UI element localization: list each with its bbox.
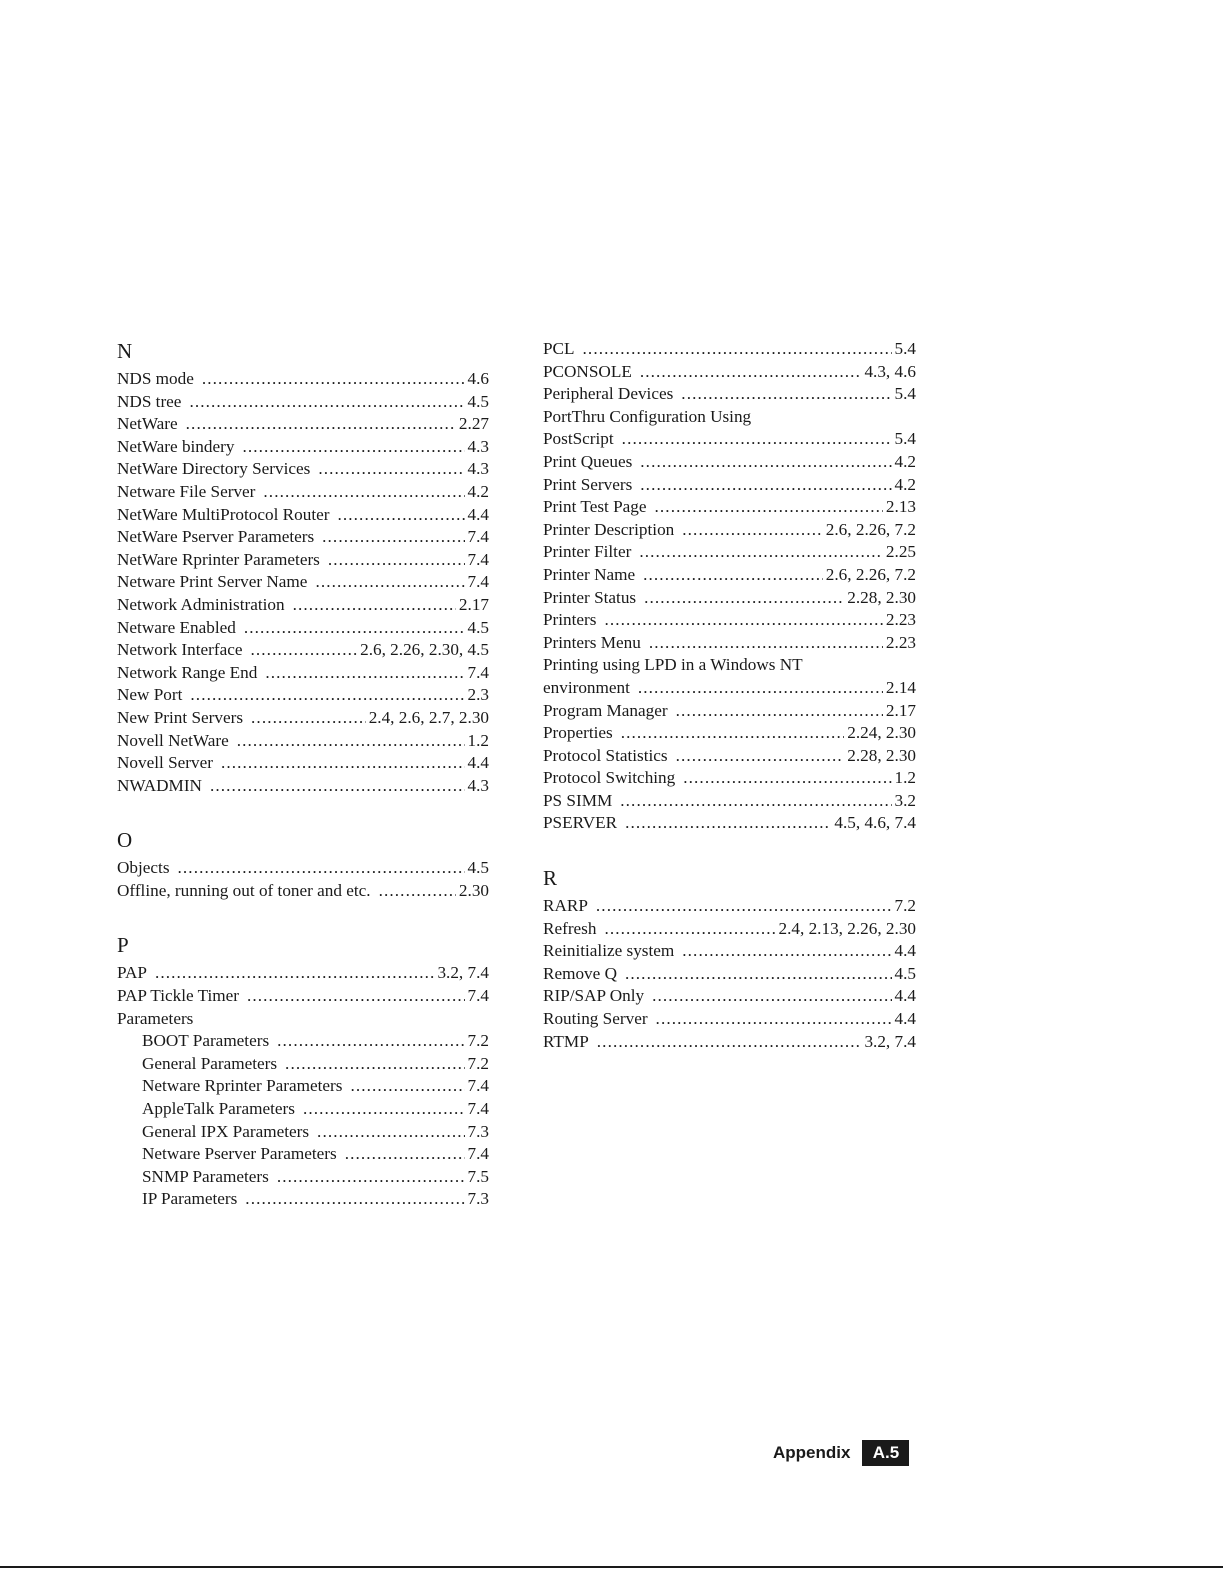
dot-leader	[639, 541, 883, 564]
dot-leader	[640, 474, 891, 497]
page-reference: 4.5	[894, 963, 916, 983]
section-letter-o: O	[117, 828, 133, 853]
dot-leader	[237, 730, 465, 753]
index-entry-wrapped: Printing using LPD in a Windows NT	[543, 655, 803, 675]
page-reference: 4.3	[467, 436, 489, 456]
page-reference: 4.5, 4.6, 7.4	[834, 813, 916, 833]
index-entry	[543, 361, 916, 384]
index-entry	[543, 940, 916, 963]
index-term: Printer Description	[543, 519, 675, 539]
dot-leader	[186, 413, 456, 436]
page-reference: 7.2	[467, 1031, 489, 1051]
index-term: Netware Rprinter Parameters	[142, 1076, 343, 1096]
page-reference: 2.28, 2.30	[847, 587, 916, 607]
bottom-rule	[0, 1566, 1223, 1568]
page-reference: 5.4	[894, 339, 916, 358]
dot-leader	[681, 383, 891, 406]
dot-leader	[189, 391, 464, 414]
dot-leader	[251, 639, 358, 662]
index-section-p	[117, 932, 489, 1211]
index-entry	[543, 812, 916, 835]
index-entry	[117, 436, 489, 459]
section-letter-p: P	[117, 933, 129, 958]
page-reference: 4.5	[467, 391, 489, 411]
dot-leader	[285, 1053, 464, 1076]
dot-leader	[682, 519, 823, 542]
page-reference: 2.6, 2.26, 7.2	[825, 564, 916, 584]
index-term: Printers Menu	[543, 632, 641, 652]
index-term: Printers	[543, 610, 597, 630]
dot-leader	[649, 632, 883, 655]
index-entry	[117, 1030, 489, 1053]
index-term: Network Range End	[117, 662, 258, 682]
index-entry	[117, 1053, 489, 1076]
page-reference: 7.3	[467, 1189, 489, 1209]
page-reference: 2.27	[458, 414, 489, 434]
dot-leader	[676, 745, 845, 768]
index-entry	[117, 962, 489, 985]
page-reference: 3.2	[894, 790, 916, 810]
page-reference: 2.28, 2.30	[847, 745, 916, 765]
page-reference: 2.13	[885, 497, 916, 517]
page-reference: 2.30	[458, 880, 489, 900]
page-reference: 4.2	[894, 474, 916, 494]
dot-leader	[210, 775, 465, 798]
page-reference: 1.2	[894, 768, 916, 788]
index-entry	[543, 985, 916, 1008]
dot-leader	[265, 662, 464, 685]
index-term: NDS mode	[117, 369, 194, 388]
page-reference: 3.2, 7.4	[437, 963, 489, 983]
page-reference: 7.4	[467, 549, 489, 569]
index-entry	[543, 609, 916, 632]
dot-leader	[656, 1008, 892, 1031]
page-reference: 7.4	[467, 1076, 489, 1096]
index-entry	[117, 549, 489, 572]
entries-n	[117, 368, 489, 797]
entries-r	[543, 895, 916, 1053]
footer-label: Appendix	[773, 1443, 851, 1462]
dot-leader	[221, 752, 465, 775]
dot-leader	[597, 1031, 862, 1054]
page-reference: 7.3	[467, 1121, 489, 1141]
entries-p-cont-c	[543, 677, 916, 835]
index-entry	[117, 617, 489, 640]
index-term: Netware File Server	[117, 481, 256, 501]
page-reference: 4.4	[894, 986, 916, 1006]
index-term: PSERVER	[543, 813, 618, 833]
dot-leader	[620, 790, 891, 813]
page-reference: 4.4	[894, 1009, 916, 1029]
page-reference: 4.2	[467, 481, 489, 501]
index-term: General IPX Parameters	[142, 1121, 310, 1141]
entries-p-cont-b	[543, 428, 916, 654]
index-term: Netware Pserver Parameters	[142, 1144, 337, 1164]
index-entry	[543, 474, 916, 497]
dot-leader	[652, 985, 891, 1008]
index-term: RARP	[543, 896, 588, 916]
dot-leader	[640, 361, 862, 384]
page-reference: 4.2	[894, 451, 916, 471]
index-term: Print Queues	[543, 451, 633, 471]
index-entry	[117, 594, 489, 617]
dot-leader	[604, 609, 882, 632]
index-entry	[543, 428, 916, 451]
dot-leader	[245, 1188, 464, 1211]
index-term: RIP/SAP Only	[543, 986, 645, 1006]
page-reference: 2.25	[885, 542, 916, 562]
page-reference: 2.23	[885, 632, 916, 652]
index-entry	[543, 1008, 916, 1031]
index-entry	[117, 752, 489, 775]
index-term: NetWare Pserver Parameters	[117, 527, 315, 547]
index-term: PS SIMM	[543, 790, 613, 810]
dot-leader	[638, 677, 883, 700]
index-entry	[543, 895, 916, 918]
dot-leader	[583, 338, 892, 361]
index-entry	[543, 383, 916, 406]
index-term: Novell Server	[117, 753, 213, 773]
index-term: Printer Name	[543, 564, 636, 584]
index-term: Remove Q	[543, 963, 617, 983]
index-term: NDS tree	[117, 391, 182, 411]
index-entry	[543, 722, 916, 745]
dot-leader	[625, 812, 831, 835]
entries-p	[117, 962, 489, 1007]
index-term: Printer Filter	[543, 542, 632, 562]
index-entry	[543, 767, 916, 790]
index-term: Network Administration	[117, 594, 285, 614]
index-entry	[543, 963, 916, 986]
index-term: Protocol Switching	[543, 768, 676, 788]
index-term: PAP	[117, 963, 147, 983]
index-entry	[117, 1121, 489, 1144]
page-reference: 7.4	[467, 1099, 489, 1119]
index-section-p-continued	[543, 338, 916, 835]
dot-leader	[644, 587, 844, 610]
page-reference: 2.24, 2.30	[847, 723, 916, 743]
dot-leader	[621, 722, 845, 745]
index-entry	[543, 564, 916, 587]
dot-leader	[247, 985, 465, 1008]
index-term: NetWare MultiProtocol Router	[117, 504, 330, 524]
index-term: BOOT Parameters	[142, 1031, 270, 1051]
page-reference: 2.4, 2.13, 2.26, 2.30	[778, 918, 916, 938]
index-term: General Parameters	[142, 1053, 278, 1073]
index-entry	[543, 519, 916, 542]
dot-leader	[683, 767, 891, 790]
dot-leader	[202, 368, 465, 391]
dot-leader	[350, 1075, 464, 1098]
index-term: RTMP	[543, 1031, 589, 1051]
dot-leader	[345, 1143, 465, 1166]
page-reference: 4.5	[467, 858, 489, 878]
dot-leader	[379, 880, 456, 903]
dot-leader	[622, 428, 892, 451]
index-entry	[117, 662, 489, 685]
index-term: SNMP Parameters	[142, 1166, 269, 1186]
page-reference: 3.2, 7.4	[864, 1031, 916, 1051]
dot-leader	[242, 436, 464, 459]
index-entry	[117, 413, 489, 436]
index-entry	[117, 481, 489, 504]
index-entry	[117, 707, 489, 730]
page-reference: 2.17	[458, 594, 489, 614]
index-entry	[117, 368, 489, 391]
page-reference: 7.4	[467, 572, 489, 592]
page-reference: 2.3	[467, 685, 489, 705]
index-entry	[117, 526, 489, 549]
dot-leader	[277, 1166, 465, 1189]
index-entry	[543, 745, 916, 768]
dot-leader	[676, 700, 883, 723]
index-entry	[117, 857, 489, 880]
index-term: Print Test Page	[543, 497, 647, 517]
index-term: Reinitialize system	[543, 941, 675, 961]
index-entry	[543, 338, 916, 361]
page-reference: 7.4	[467, 527, 489, 547]
index-term: NetWare	[117, 414, 178, 434]
index-term: New Port	[117, 685, 183, 705]
dot-leader	[337, 504, 464, 527]
index-term: NetWare Directory Services	[117, 459, 311, 479]
dot-leader	[640, 451, 891, 474]
index-term: PAP Tickle Timer	[117, 986, 239, 1006]
index-entry	[117, 775, 489, 798]
page-reference: 5.4	[894, 384, 916, 404]
page-reference: 4.6	[467, 369, 489, 388]
index-term: NWADMIN	[117, 775, 202, 795]
dot-leader	[251, 707, 366, 730]
page-footer	[773, 1440, 909, 1466]
index-term: Offline, running out of toner and etc.	[117, 880, 371, 900]
index-entry	[543, 1031, 916, 1054]
page-reference: 4.4	[467, 504, 489, 524]
index-section-n	[117, 338, 489, 797]
index-entry	[117, 730, 489, 753]
dot-leader	[293, 594, 456, 617]
index-term: Properties	[543, 723, 613, 743]
index-entry	[117, 504, 489, 527]
index-entry	[117, 1075, 489, 1098]
dot-leader	[244, 617, 465, 640]
page-reference: 4.3	[467, 459, 489, 479]
entries-p-cont-a	[543, 338, 916, 406]
page-reference: 4.4	[467, 753, 489, 773]
index-entry	[117, 1188, 489, 1211]
index-term: Program Manager	[543, 700, 668, 720]
index-term: Objects	[117, 858, 170, 878]
index-entry	[117, 1098, 489, 1121]
index-entry	[117, 985, 489, 1008]
page-reference: 4.3, 4.6	[864, 361, 916, 381]
index-term: Routing Server	[543, 1009, 648, 1029]
index-entry	[543, 790, 916, 813]
index-term: New Print Servers	[117, 707, 244, 727]
dot-leader	[190, 684, 464, 707]
page-reference: 2.14	[885, 677, 916, 697]
index-term: Novell NetWare	[117, 730, 229, 750]
dot-leader	[643, 564, 823, 587]
index-term: IP Parameters	[142, 1189, 238, 1209]
index-term: Printer Status	[543, 587, 637, 607]
page-reference: 5.4	[894, 429, 916, 449]
dot-leader	[277, 1030, 464, 1053]
index-entry-wrapped: PortThru Configuration Using	[543, 406, 752, 426]
dot-leader	[303, 1098, 465, 1121]
index-term: Refresh	[543, 918, 597, 938]
page-reference: 7.5	[467, 1166, 489, 1186]
index-column-right	[543, 338, 916, 1053]
index-entry	[117, 391, 489, 414]
page-reference: 7.4	[467, 1144, 489, 1164]
dot-leader	[155, 962, 434, 985]
index-section-o	[117, 827, 489, 902]
entries-o	[117, 857, 489, 902]
index-term: environment	[543, 677, 630, 697]
index-entry	[117, 458, 489, 481]
dot-leader	[322, 526, 464, 549]
index-entry	[543, 632, 916, 655]
section-letter-r: R	[543, 866, 558, 891]
dot-leader	[596, 895, 892, 918]
index-entry	[117, 571, 489, 594]
dot-leader	[328, 549, 465, 572]
index-term: NetWare Rprinter Parameters	[117, 549, 320, 569]
index-term: PCONSOLE	[543, 361, 632, 381]
entries-parameters	[117, 1030, 489, 1211]
index-term: Netware Enabled	[117, 617, 236, 637]
page-reference: 2.6, 2.26, 7.2	[825, 519, 916, 539]
index-term: PostScript	[543, 429, 614, 449]
dot-leader	[655, 496, 883, 519]
index-section-r	[543, 865, 916, 1053]
dot-leader	[318, 458, 464, 481]
dot-leader	[682, 940, 891, 963]
index-entry	[543, 918, 916, 941]
page-reference: 2.23	[885, 610, 916, 630]
index-column-left	[117, 338, 489, 1211]
index-entry	[543, 496, 916, 519]
index-term: Netware Print Server Name	[117, 572, 308, 592]
index-term: PCL	[543, 339, 575, 358]
index-term: Protocol Statistics	[543, 745, 668, 765]
index-term: AppleTalk Parameters	[142, 1099, 295, 1119]
dot-leader	[263, 481, 464, 504]
index-entry	[543, 700, 916, 723]
index-entry	[117, 639, 489, 662]
index-entry	[543, 541, 916, 564]
index-entry	[117, 1166, 489, 1189]
page-reference: 2.6, 2.26, 2.30, 4.5	[360, 640, 489, 660]
index-term: Network Interface	[117, 640, 243, 660]
index-entry	[117, 684, 489, 707]
page-reference: 4.4	[894, 941, 916, 961]
page-reference: 4.3	[467, 775, 489, 795]
index-entry	[543, 677, 916, 700]
page-reference: 4.5	[467, 617, 489, 637]
dot-leader	[317, 1121, 464, 1144]
index-heading-parameters: Parameters	[117, 1008, 194, 1028]
dot-leader	[315, 571, 464, 594]
page-reference: 7.2	[894, 896, 916, 916]
page-reference: 1.2	[467, 730, 489, 750]
index-entry	[543, 587, 916, 610]
page-number-badge: A.5	[862, 1440, 909, 1466]
index-entry	[117, 1143, 489, 1166]
index-term: Peripheral Devices	[543, 384, 674, 404]
page-reference: 2.17	[885, 700, 916, 720]
dot-leader	[178, 857, 465, 880]
dot-leader	[604, 918, 775, 941]
index-entry	[543, 451, 916, 474]
page-reference: 7.4	[467, 986, 489, 1006]
dot-leader	[625, 963, 892, 986]
page-reference: 2.4, 2.6, 2.7, 2.30	[368, 707, 489, 727]
index-term: NetWare bindery	[117, 436, 235, 456]
index-term: Print Servers	[543, 474, 633, 494]
index-entry	[117, 880, 489, 903]
page-reference: 7.2	[467, 1053, 489, 1073]
section-letter-n: N	[117, 339, 133, 363]
page-reference: 7.4	[467, 662, 489, 682]
